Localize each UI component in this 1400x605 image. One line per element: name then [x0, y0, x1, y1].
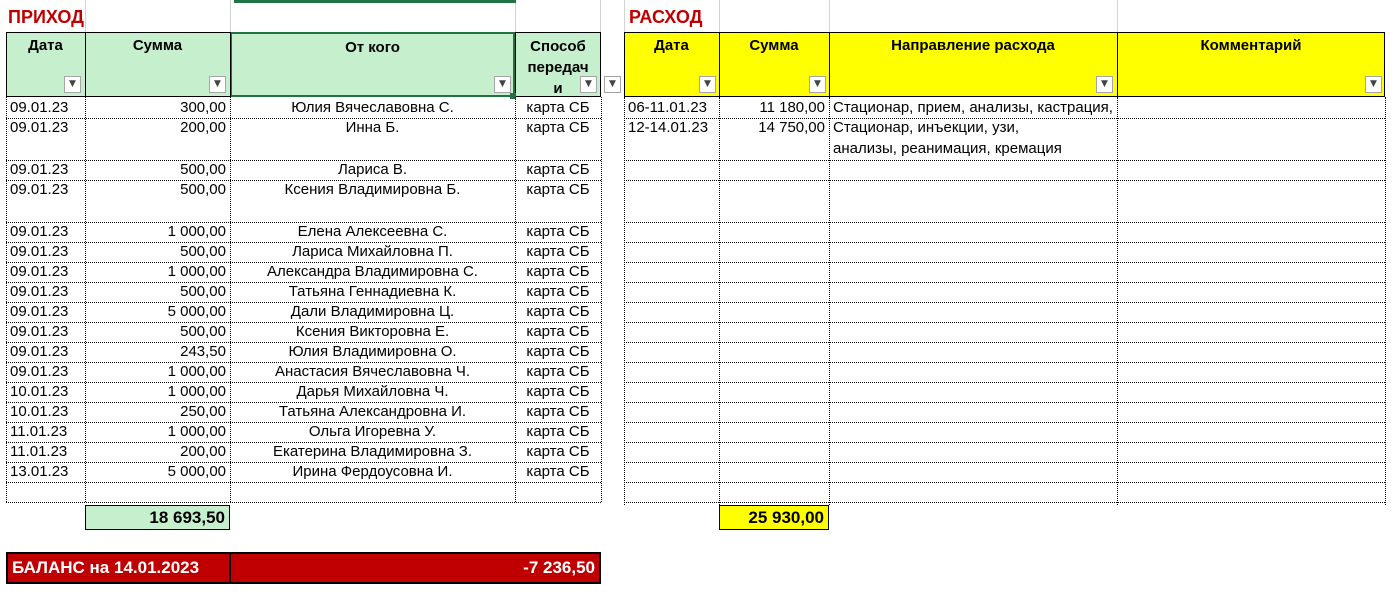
- column-selection-indicator: [234, 0, 516, 3]
- filter-dropdown-icon[interactable]: ▼: [699, 76, 716, 93]
- row-border: [624, 322, 1385, 323]
- column-border: [624, 97, 625, 505]
- row-border: [624, 362, 1385, 363]
- row-border: [624, 222, 1385, 223]
- expense-cell-amount[interactable]: 11 180,00: [759, 99, 825, 116]
- income-cell-date[interactable]: 09.01.23: [10, 161, 69, 178]
- gridline: [515, 0, 516, 32]
- gridline: [719, 0, 720, 32]
- income-cell-amount[interactable]: 500,00: [180, 323, 226, 340]
- income-row: [0, 302, 610, 322]
- row-border: [624, 382, 1385, 383]
- row-border: [624, 302, 1385, 303]
- expense-header-date: Дата: [654, 37, 689, 54]
- income-cell-amount[interactable]: 500,00: [180, 283, 226, 300]
- expense-cell-date[interactable]: 12-14.01.23: [628, 119, 709, 136]
- income-cell-method[interactable]: карта СБ: [526, 283, 590, 300]
- income-cell-amount[interactable]: 250,00: [180, 403, 226, 420]
- income-cell-amount[interactable]: 5 000,00: [167, 303, 226, 320]
- filter-dropdown-icon[interactable]: ▼: [604, 76, 621, 93]
- row-border: [624, 262, 1385, 263]
- income-header-from[interactable]: От кого: [230, 32, 515, 97]
- gridline: [230, 0, 231, 32]
- income-cell-method[interactable]: карта СБ: [526, 423, 590, 440]
- income-cell-from[interactable]: Лариса Михайловна П.: [292, 243, 453, 260]
- income-row: [0, 402, 610, 422]
- filter-dropdown-icon[interactable]: ▼: [1365, 76, 1382, 93]
- column-border: [829, 97, 830, 505]
- income-cell-from[interactable]: Ирина Фердоусовна И.: [292, 463, 453, 480]
- row-border: [624, 160, 1385, 161]
- income-cell-date[interactable]: 11.01.23: [10, 423, 68, 440]
- row-border: [624, 442, 1385, 443]
- income-row: [0, 362, 610, 382]
- income-cell-from[interactable]: Юлия Вячеславовна С.: [291, 99, 454, 116]
- income-cell-from[interactable]: Лариса В.: [337, 161, 408, 178]
- income-cell-amount[interactable]: 200,00: [180, 443, 226, 460]
- expense-total[interactable]: 25 930,00: [719, 505, 829, 530]
- border: [719, 32, 720, 97]
- filter-dropdown-icon[interactable]: ▼: [580, 76, 597, 93]
- income-cell-date[interactable]: 10.01.23: [10, 403, 69, 420]
- income-row: [0, 282, 610, 302]
- income-cell-from[interactable]: Юлия Владимировна О.: [288, 343, 457, 360]
- income-cell-date[interactable]: 09.01.23: [10, 343, 69, 360]
- income-cell-from[interactable]: Инна Б.: [345, 119, 400, 136]
- income-total[interactable]: 18 693,50: [85, 505, 230, 530]
- income-row: [0, 322, 610, 342]
- income-cell-method[interactable]: карта СБ: [526, 223, 590, 240]
- income-cell-date[interactable]: 09.01.23: [10, 119, 69, 136]
- income-header-date: Дата: [28, 37, 63, 54]
- income-cell-amount[interactable]: 1 000,00: [167, 423, 226, 440]
- income-row: [0, 442, 610, 462]
- expense-cell-date[interactable]: 06-11.01.23: [628, 99, 707, 116]
- income-cell-from[interactable]: Александра Владимировна С.: [267, 263, 478, 280]
- expense-cell-comment[interactable]: [1117, 118, 1385, 138]
- income-cell-method[interactable]: карта СБ: [526, 243, 590, 260]
- income-cell-method[interactable]: карта СБ: [526, 99, 590, 116]
- row-border: [624, 180, 1385, 181]
- income-cell-from[interactable]: Анастасия Вячеславовна Ч.: [274, 363, 471, 380]
- border: [1117, 32, 1118, 97]
- header-line: передач: [527, 59, 589, 76]
- income-cell-date[interactable]: 09.01.23: [10, 263, 69, 280]
- income-row: [0, 160, 610, 180]
- balance-label[interactable]: БАЛАНС на 14.01.2023: [6, 552, 231, 584]
- border: [515, 32, 516, 97]
- income-cell-date[interactable]: 09.01.23: [10, 283, 69, 300]
- row-border: [624, 242, 1385, 243]
- income-cell-date[interactable]: 09.01.23: [10, 99, 69, 116]
- balance-value[interactable]: -7 236,50: [229, 552, 601, 584]
- income-row: [0, 222, 610, 242]
- income-cell-from[interactable]: Татьяна Геннадиевна К.: [288, 283, 457, 300]
- expense-header-direction: Направление расхода: [891, 37, 1055, 54]
- income-title: ПРИХОД: [8, 7, 85, 27]
- row-border: [624, 342, 1385, 343]
- row-border: [624, 282, 1385, 283]
- gridline: [85, 0, 86, 32]
- income-cell-amount[interactable]: 300,00: [180, 99, 226, 116]
- income-cell-method[interactable]: карта СБ: [526, 383, 590, 400]
- column-border: [1385, 97, 1386, 505]
- expense-cell-direction[interactable]: Стационар, инъекции, узи,: [833, 119, 1020, 136]
- income-cell-method[interactable]: карта СБ: [526, 403, 590, 420]
- income-header-amount: Сумма: [132, 37, 183, 54]
- income-cell-date[interactable]: 09.01.23: [10, 323, 69, 340]
- income-cell-amount[interactable]: 500,00: [180, 161, 226, 178]
- filter-dropdown-icon[interactable]: ▼: [494, 76, 511, 93]
- expense-title: РАСХОД: [629, 7, 703, 27]
- row-border: [624, 462, 1385, 463]
- border: [230, 32, 231, 97]
- row-border: [624, 422, 1385, 423]
- expense-header-comment: Комментарий: [1200, 37, 1302, 54]
- income-cell-date[interactable]: 09.01.23: [10, 303, 69, 320]
- income-cell-from[interactable]: Дарья Михайловна Ч.: [296, 383, 449, 400]
- border: [85, 32, 86, 97]
- income-cell-method[interactable]: карта СБ: [526, 343, 590, 360]
- income-cell-amount[interactable]: 500,00: [180, 243, 226, 260]
- expense-cell-comment[interactable]: [1117, 98, 1385, 118]
- income-cell-from[interactable]: Ольга Игоревна У.: [308, 423, 437, 440]
- income-cell-from[interactable]: Елена Алексеевна С.: [297, 223, 448, 240]
- income-cell-amount[interactable]: 200,00: [180, 119, 226, 136]
- row-border: [624, 502, 1385, 503]
- income-row: [0, 382, 610, 402]
- income-cell-method[interactable]: карта СБ: [526, 161, 590, 178]
- column-border: [719, 97, 720, 505]
- row-border: [624, 402, 1385, 403]
- income-cell-date[interactable]: 10.01.23: [10, 383, 69, 400]
- gridline: [624, 0, 625, 32]
- income-cell-amount[interactable]: 243,50: [180, 343, 226, 360]
- filter-dropdown-icon[interactable]: ▼: [209, 76, 226, 93]
- income-cell-date[interactable]: 09.01.23: [10, 243, 69, 260]
- income-cell-from[interactable]: Екатерина Владимировна З.: [272, 443, 473, 460]
- income-cell-method[interactable]: карта СБ: [526, 181, 590, 198]
- header-line: Способ: [530, 38, 586, 55]
- income-row: [0, 262, 610, 282]
- expense-row: [0, 118, 1400, 160]
- filter-dropdown-icon[interactable]: ▼: [64, 76, 81, 93]
- income-cell-method[interactable]: карта СБ: [526, 323, 590, 340]
- income-cell-amount[interactable]: 1 000,00: [167, 263, 226, 280]
- expense-cell-amount[interactable]: 14 750,00: [758, 119, 825, 136]
- gridline: [600, 0, 601, 32]
- income-cell-method[interactable]: карта СБ: [526, 463, 590, 480]
- income-cell-amount[interactable]: 1 000,00: [167, 383, 226, 400]
- income-row: [0, 342, 610, 362]
- expense-cell-direction[interactable]: Стационар, прием, анализы, кастрация,: [833, 99, 1113, 116]
- header-line: и: [553, 80, 563, 97]
- row-border: [624, 482, 1385, 483]
- income-cell-date[interactable]: 09.01.23: [10, 223, 69, 240]
- column-border: [1117, 97, 1118, 505]
- gridline: [829, 0, 830, 32]
- gridline: [1117, 0, 1118, 32]
- income-cell-from[interactable]: Ксения Викторовна Е.: [295, 323, 450, 340]
- income-cell-date[interactable]: 09.01.23: [10, 363, 69, 380]
- income-cell-amount[interactable]: 1 000,00: [167, 223, 226, 240]
- income-cell-from[interactable]: Ксения Владимировна Б.: [284, 181, 461, 198]
- income-row: [0, 422, 610, 442]
- income-cell-method[interactable]: карта СБ: [526, 363, 590, 380]
- income-cell-method[interactable]: карта СБ: [526, 443, 590, 460]
- filter-dropdown-icon[interactable]: ▼: [809, 76, 826, 93]
- income-row: [0, 462, 610, 482]
- income-row: [0, 180, 610, 222]
- income-cell-date[interactable]: 11.01.23: [10, 443, 68, 460]
- income-row: [0, 242, 610, 262]
- income-cell-method[interactable]: карта СБ: [526, 303, 590, 320]
- row-border: [6, 482, 601, 483]
- income-cell-amount[interactable]: 5 000,00: [167, 463, 226, 480]
- income-cell-date[interactable]: 09.01.23: [10, 181, 69, 198]
- filter-dropdown-icon[interactable]: ▼: [1096, 76, 1113, 93]
- income-cell-method[interactable]: карта СБ: [526, 119, 590, 136]
- border: [829, 32, 830, 97]
- expense-header-amount: Сумма: [749, 37, 799, 54]
- income-cell-date[interactable]: 13.01.23: [10, 463, 69, 480]
- income-cell-amount[interactable]: 1 000,00: [167, 363, 226, 380]
- income-cell-amount[interactable]: 500,00: [180, 181, 226, 198]
- income-cell-method[interactable]: карта СБ: [526, 263, 590, 280]
- income-cell-from[interactable]: Татьяна Александровна И.: [278, 403, 467, 420]
- expense-cell-direction2[interactable]: анализы, реанимация, кремация: [833, 140, 1062, 157]
- income-cell-from[interactable]: Дали Владимировна Ц.: [290, 303, 455, 320]
- expense-row: [0, 98, 1400, 118]
- row-border: [6, 502, 601, 503]
